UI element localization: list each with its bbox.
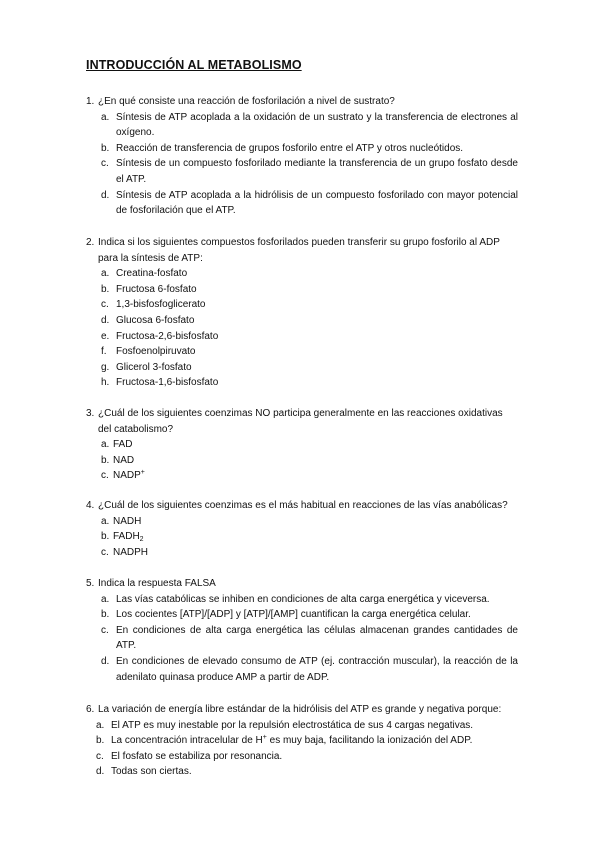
question-6 xyxy=(86,702,518,780)
question-1 xyxy=(86,94,518,219)
option-item xyxy=(101,282,518,298)
option-list xyxy=(96,718,518,780)
option-text: NADP xyxy=(113,470,141,482)
option-list xyxy=(101,437,518,484)
option-list xyxy=(101,592,518,686)
document-title: INTRODUCCIÓN AL METABOLISMO xyxy=(86,58,302,72)
option-label: b. xyxy=(101,454,110,466)
option-text: El fosfato se estabiliza por resonancia. xyxy=(111,750,283,762)
question-number: 4. xyxy=(86,500,95,511)
option-text: Glucosa 6-fosfato xyxy=(116,314,195,326)
option-text: NADPH xyxy=(113,546,149,558)
option-item xyxy=(101,360,518,376)
option-item xyxy=(101,453,518,469)
option-label: a. xyxy=(101,593,110,605)
option-item xyxy=(101,529,518,545)
question-number: 3. xyxy=(86,408,95,419)
option-text: Fructosa-2,6-bisfosfato xyxy=(116,330,219,342)
option-text: Los cocientes [ATP]/[ADP] y [ATP]/[AMP] cuantifican la carga energética celular. xyxy=(116,609,471,621)
option-label: a. xyxy=(101,515,110,527)
option-item xyxy=(96,733,518,749)
question-text: ¿Cuál de los siguientes coenzimas es el más habitual en reacciones de las vías anabólicas? xyxy=(98,500,508,511)
option-item xyxy=(101,437,518,453)
option-text: NADH xyxy=(113,515,142,527)
option-label: b. xyxy=(101,142,110,154)
option-label: a. xyxy=(96,719,105,731)
option-text-continued: es muy baja, facilitando la ionización del ADP. xyxy=(266,735,473,747)
question-number: 6. xyxy=(86,704,95,715)
option-text: Fructosa-1,6-bisfosfato xyxy=(116,377,219,389)
option-label: h. xyxy=(101,377,110,389)
option-label: c. xyxy=(101,470,109,482)
option-item xyxy=(101,188,518,219)
option-label: b. xyxy=(96,735,105,747)
option-text: Fructosa 6-fosfato xyxy=(116,283,197,295)
option-item xyxy=(101,514,518,530)
question-text: ¿En qué consiste una reacción de fosforilación a nivel de sustrato? xyxy=(98,96,395,107)
question-number: 2. xyxy=(86,237,95,248)
option-label: e. xyxy=(101,330,110,342)
option-item xyxy=(101,375,518,391)
option-text: FAD xyxy=(113,439,133,451)
option-label: c. xyxy=(101,299,109,311)
option-text: 1,3-bisfosfoglicerato xyxy=(116,299,206,311)
option-text: Creatina-fosfato xyxy=(116,268,188,280)
question-number: 1. xyxy=(86,96,95,107)
option-label: a. xyxy=(101,111,110,123)
option-text: El ATP es muy inestable por la repulsión electrostática de sus 4 cargas negativas. xyxy=(111,719,474,731)
option-text: En condiciones de elevado consumo de ATP (ej. contracción muscular), la reacción de la adenilato quinasa produce AMP a partir de ADP. xyxy=(116,655,518,683)
option-label: c. xyxy=(96,750,104,762)
option-label: a. xyxy=(101,268,110,280)
option-label: c. xyxy=(101,624,109,636)
question-text: ¿Cuál de los siguientes coenzimas NO participa generalmente en las reacciones oxidativas del catabolismo? xyxy=(98,408,503,435)
option-label: a. xyxy=(101,439,110,451)
subscript: 2 xyxy=(139,536,144,544)
option-list xyxy=(101,514,518,561)
question-number: 5. xyxy=(86,578,95,589)
option-label: g. xyxy=(101,361,110,373)
option-text: Síntesis de ATP acoplada a la hidrólisis de un compuesto fosforilado con mayor potencial de fosforilación que el ATP. xyxy=(116,189,518,217)
option-item xyxy=(101,344,518,360)
option-list xyxy=(101,266,518,391)
option-text: En condiciones de alta carga energética las células almacenan grandes cantidades de ATP. xyxy=(116,624,518,652)
option-list xyxy=(101,110,518,219)
option-label: d. xyxy=(101,655,110,667)
option-text: Reacción de transferencia de grupos fosforilo entre el ATP y otros nucleótidos. xyxy=(116,142,464,154)
question-5 xyxy=(86,576,518,685)
question-4 xyxy=(86,498,518,560)
option-item xyxy=(101,297,518,313)
option-text: NAD xyxy=(113,454,135,466)
option-text: La concentración intracelular de H xyxy=(111,735,263,747)
superscript: + xyxy=(140,469,145,477)
option-item xyxy=(101,329,518,345)
question-3 xyxy=(86,406,518,484)
option-text: FADH xyxy=(113,531,140,543)
option-item xyxy=(101,654,518,685)
option-item xyxy=(101,592,518,608)
option-item xyxy=(101,607,518,623)
question-text: Indica si los siguientes compuestos fosforilados pueden transferir su grupo fosforilo al ADP para la síntesis de ATP: xyxy=(98,237,500,264)
option-item xyxy=(101,156,518,187)
option-text: Síntesis de un compuesto fosforilado mediante la transferencia de un grupo fosfato desde el ATP. xyxy=(116,158,518,185)
option-item xyxy=(101,623,518,654)
option-item xyxy=(96,718,518,734)
option-text: Fosfoenolpiruvato xyxy=(116,346,196,358)
option-label: d. xyxy=(101,314,110,326)
option-item xyxy=(101,266,518,282)
option-label: d. xyxy=(96,766,105,778)
option-text: Las vías catabólicas se inhiben en condiciones de alta carga energética y viceversa. xyxy=(116,593,490,605)
question-2 xyxy=(86,235,518,391)
option-item xyxy=(101,468,518,484)
option-label: b. xyxy=(101,283,110,295)
option-label: c. xyxy=(101,546,109,558)
option-item xyxy=(101,313,518,329)
option-label: c. xyxy=(101,158,109,170)
option-label: f. xyxy=(101,346,107,358)
option-item xyxy=(101,545,518,561)
question-text: La variación de energía libre estándar de la hidrólisis del ATP es grande y negativa porque: xyxy=(98,704,502,715)
option-text: Glicerol 3-fosfato xyxy=(116,361,192,373)
option-label: d. xyxy=(101,189,110,201)
option-text: Síntesis de ATP acoplada a la oxidación de un sustrato y la transferencia de electrones al oxígeno. xyxy=(116,111,518,139)
option-label: b. xyxy=(101,531,110,543)
option-item xyxy=(101,141,518,157)
question-text: Indica la respuesta FALSA xyxy=(98,578,216,589)
option-item xyxy=(101,110,518,141)
option-label: b. xyxy=(101,609,110,621)
option-item xyxy=(96,749,518,765)
option-item xyxy=(96,764,518,780)
option-text: Todas son ciertas. xyxy=(111,766,192,778)
superscript: + xyxy=(262,734,267,742)
